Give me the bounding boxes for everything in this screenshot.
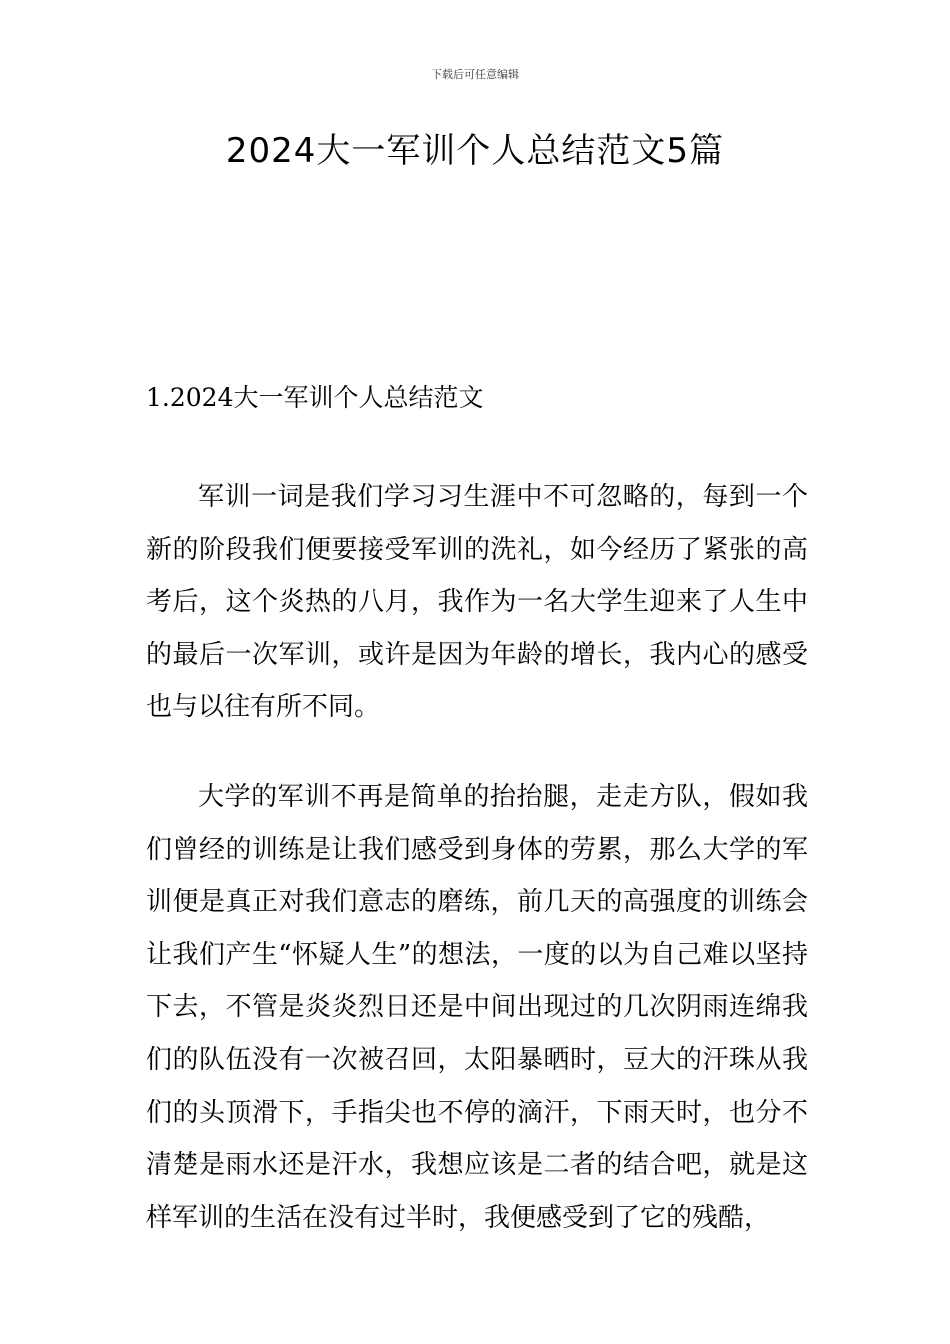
header-note: 下载后可任意编辑 — [431, 68, 519, 81]
paragraph-1: 军训一词是我们学习习生涯中不可忽略的，每到一个新的阶段我们便要接受军训的洗礼，如今经历了紧张的高考后，这个炎热的八月，我作为一名大学生迎来了人生中的最后一次军训，或许是因为年龄的增长，我内心的感受也与以往有所不同。 — [146, 482, 808, 723]
paragraph-2: 大学的军训不再是简单的抬抬腿，走走方队，假如我们曾经的训练是让我们感受到身体的劳累，那么大学的军训便是真正对我们意志的磨练，前几天的高强度的训练会让我们产生“怀疑人生”的想法，一度的以为自己难以坚持下去，不管是炎炎烈日还是中间出现过的几次阴雨连绵我们的队伍没有一次被召回，太阳暴晒时，豆大的汗珠从我们的头顶滑下，手指尖也不停的滴汗，下雨天时，也分不清楚是雨水还是汗水，我想应该是二者的结合吧，就是这样军训的生活在没有过半时，我便感受到了它的残酷， — [146, 782, 808, 1233]
document-title: 2024大一军训个人总结范文5篇 — [225, 131, 725, 171]
section-heading: 1.2024大一军训个人总结范文 — [146, 383, 484, 412]
